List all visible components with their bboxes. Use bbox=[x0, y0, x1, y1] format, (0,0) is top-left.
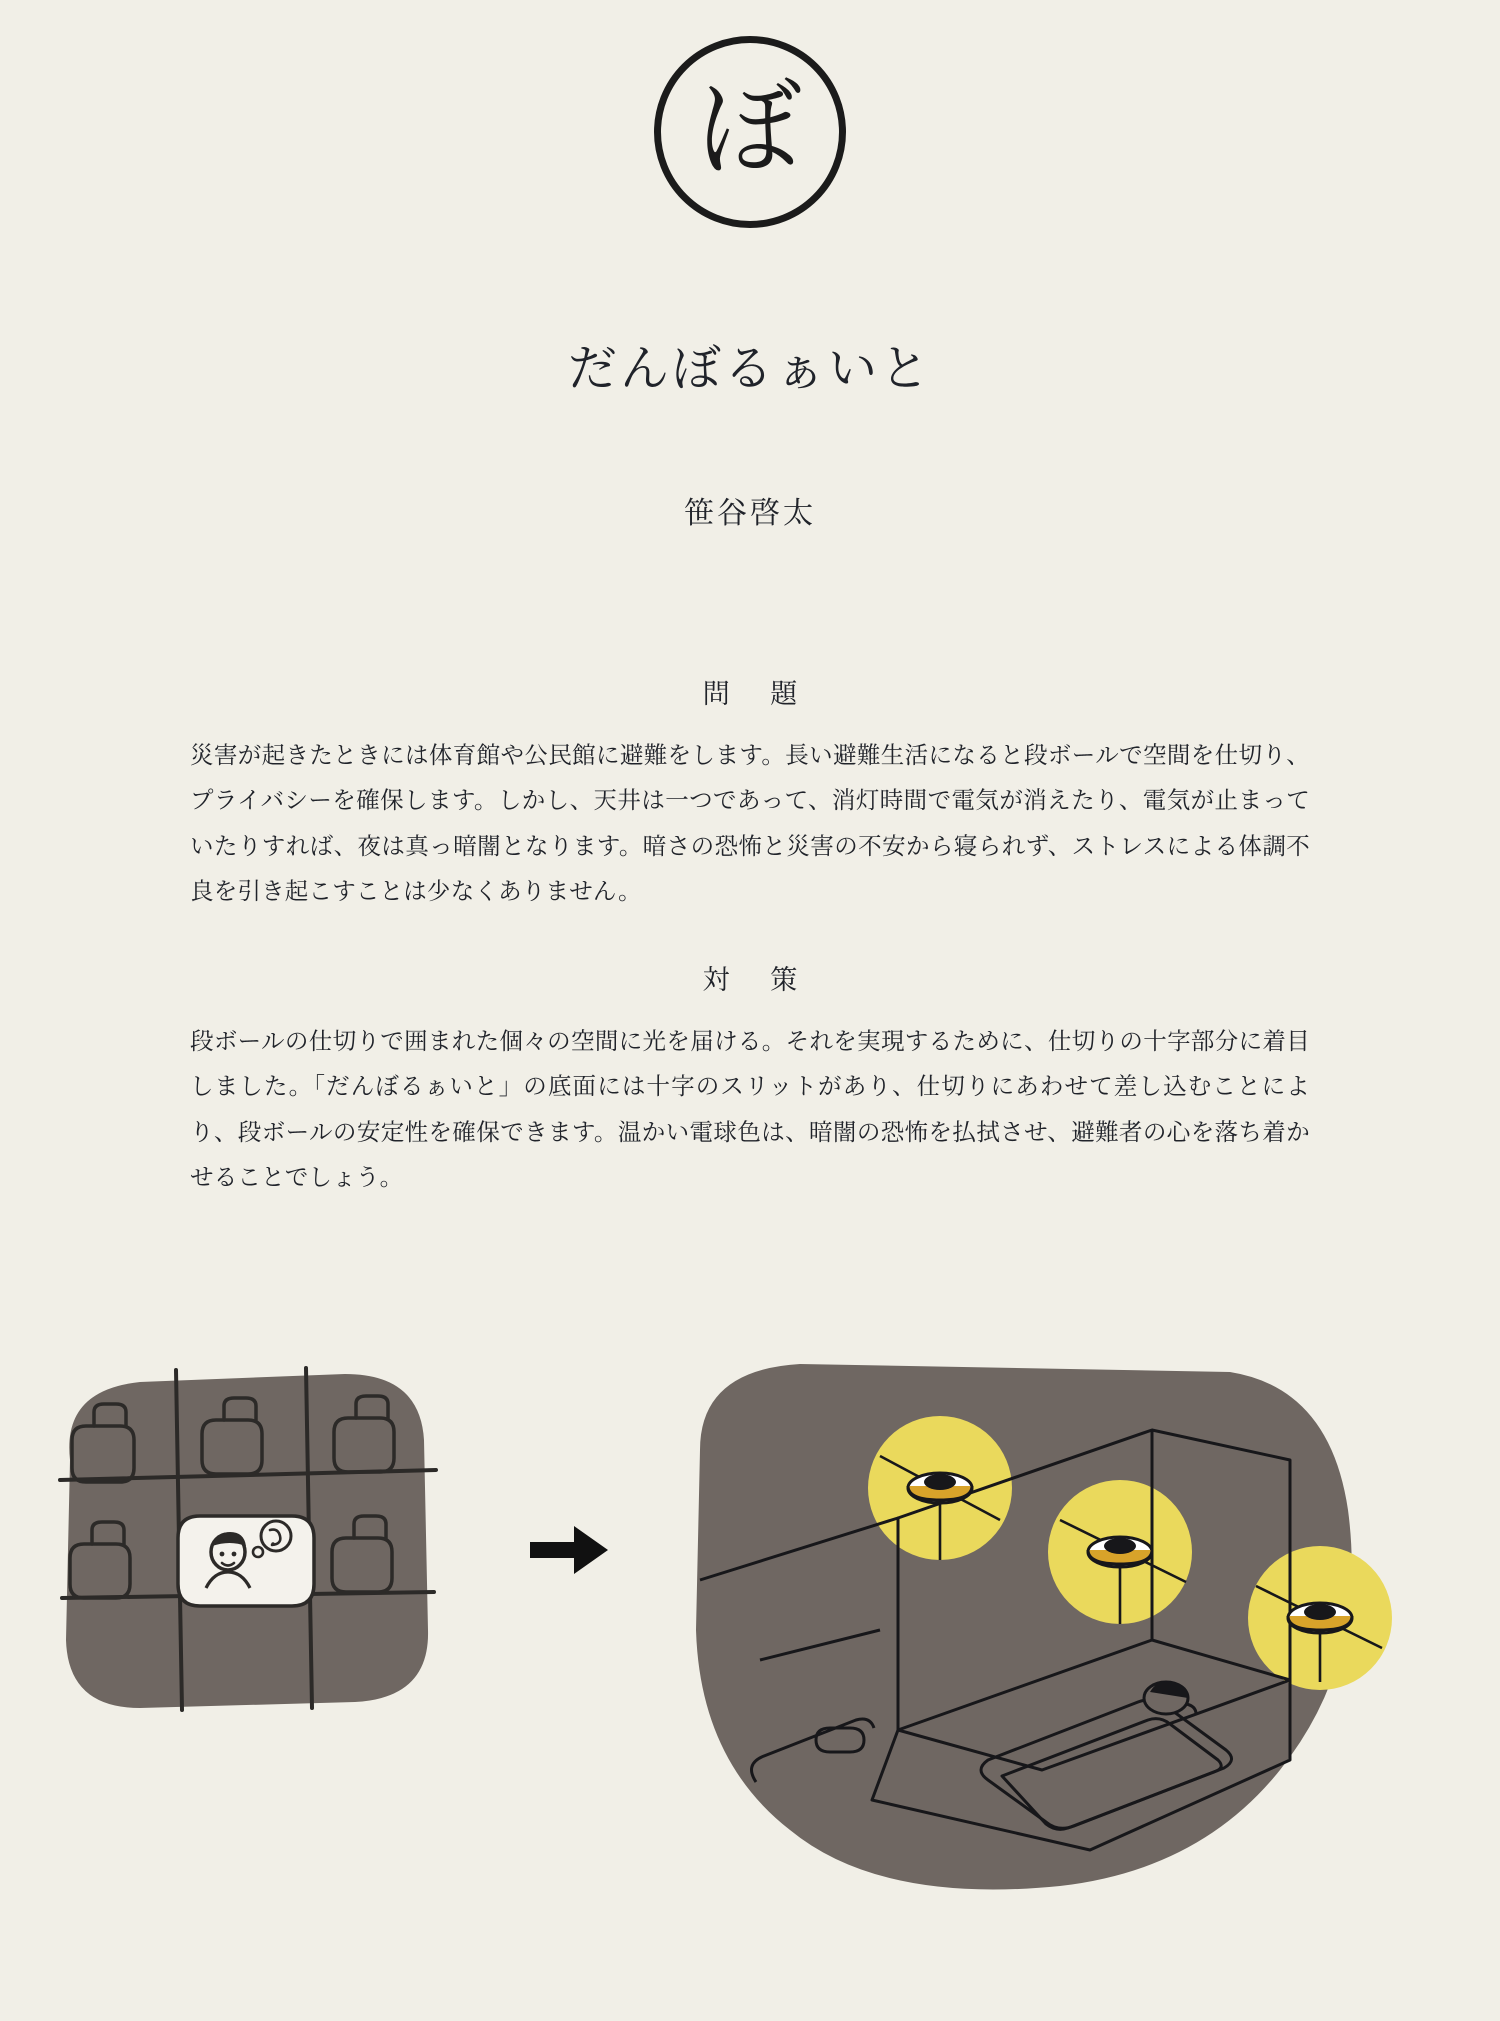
figure-right-panel bbox=[696, 1364, 1392, 1890]
right-arrow-icon bbox=[530, 1526, 608, 1574]
author-name: 笹谷啓太 bbox=[684, 496, 816, 531]
section-problem bbox=[190, 672, 1310, 914]
section-problem-heading: 問 題 bbox=[702, 679, 814, 710]
page-title: だんぼるぁいと bbox=[567, 340, 932, 397]
concept-illustration bbox=[0, 1330, 1500, 2010]
section-solution bbox=[190, 958, 1310, 1200]
section-solution-heading: 対 策 bbox=[702, 965, 814, 996]
lamp-icon bbox=[1088, 1537, 1152, 1567]
logo bbox=[0, 36, 1500, 228]
lamp-icon bbox=[908, 1473, 972, 1503]
figure-left-panel bbox=[60, 1368, 436, 1710]
person-in-shelter-icon bbox=[178, 1516, 314, 1606]
section-solution-body: 段ボールの仕切りで囲まれた個々の空間に光を届ける。それを実現するために、仕切りの十字部分に着目しました。「だんぼるぁいと」の底面には十字のスリットがあり、仕切りにあわせて差し込むことにより、段ボールの安定性を確保できます。温かい電球色は、暗闇の恐怖を払拭させ、避難者の心を落ち着かせることでしょう。 bbox=[190, 1027, 1310, 1192]
lamp-icon bbox=[1288, 1603, 1352, 1633]
section-problem-body: 災害が起きたときには体育館や公民館に避難をします。長い避難生活になると段ボールで空間を仕切り、プライバシーを確保します。しかし、天井は一つであって、消灯時間で電気が消えたり、電気が止まっていたりすれば、夜は真っ暗闇となります。暗さの恐怖と災害の不安から寝られず、ストレスによる体調不良を引き起こすことは少なくありません。 bbox=[190, 741, 1310, 906]
logo-character: ぼ bbox=[697, 67, 802, 189]
circle-stamp-icon bbox=[654, 36, 846, 228]
